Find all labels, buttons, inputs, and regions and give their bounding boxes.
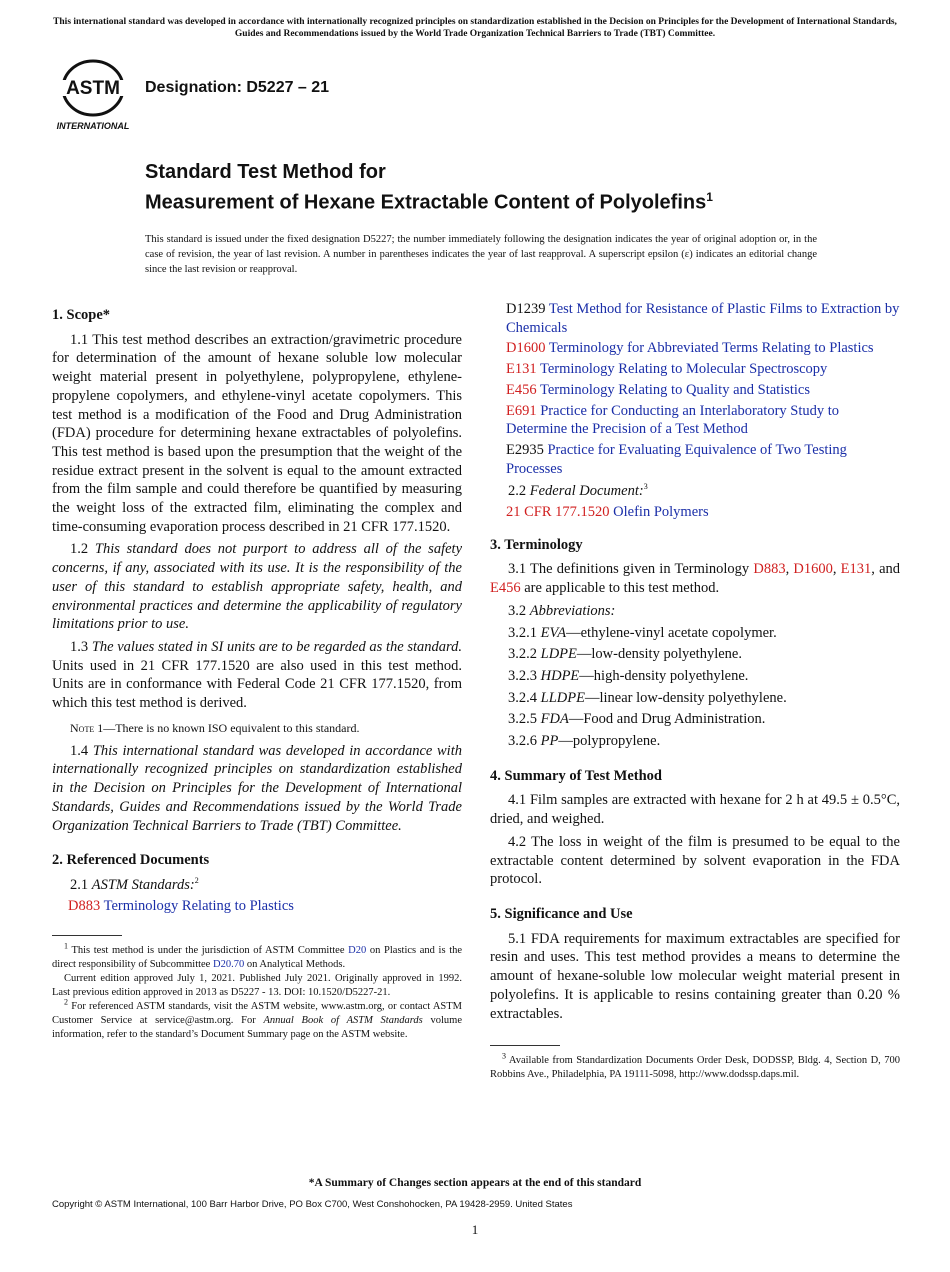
footnote-3: $^3$ Available from Standardization Documents Order Desk, DODSSP, Bldg. 4, Section D, 700 Robbins Ave., Philadelphia, PA 19111-5098, http://www.dodssp.daps.mil. [490, 1051, 900, 1081]
cfr-title-link[interactable]: Olefin Polymers [613, 504, 709, 521]
ref-title-link[interactable]: Test Method for Resistance of Plastic Films to Extraction by Chemicals [506, 301, 900, 336]
ref-code-link[interactable]: D1600 [506, 340, 546, 357]
section-3-heading: 3. Terminology [490, 536, 583, 553]
term-link-d1600[interactable]: D1600 [793, 561, 833, 578]
para-1-2: 1.2 This standard does not purport to address all of the safety concerns, if any, associated with its use. It is the responsibility of the user of this standard to establish appropriate safety, health, and environmental practices and determine the applicability of regulatory limitations prior to use. [52, 541, 463, 633]
ref-code-link: D1239 [506, 301, 546, 317]
para-1-3: 1.3 The values stated in SI units are to be regarded as the standard. Units used in 21 CFR 177.1520 are also used in this test method. Units are in conformance with Federal Code 21 CFR 177.1520, from which this test method is derived. [52, 638, 462, 712]
ref-title-link[interactable]: Terminology Relating to Molecular Spectroscopy [539, 361, 828, 378]
logo-caption: INTERNATIONAL [56, 121, 130, 131]
designation: Designation: D5227 – 21 [145, 79, 330, 96]
ref-code-link[interactable]: E456 [506, 381, 537, 398]
abbreviation-item: 3.2.1 EVA—ethylene-vinyl acetate copolymer. [508, 624, 777, 641]
astm-logo-mark [52, 58, 134, 132]
section-1-heading: 1. Scope* [52, 307, 110, 323]
ref-title-link[interactable]: Practice for Conducting an Interlaboratory Study to Determine the Precision of a Test Method [506, 402, 840, 438]
para-2-1: 2.1 ASTM Standards:$^2$ [70, 876, 199, 893]
section-4-heading: 4. Summary of Test Method [490, 767, 662, 784]
right-column [490, 300, 900, 1082]
ref-item [490, 300, 900, 337]
para-1-1: 1.1 This test method describes an extraction/gravimetric procedure for determination of the amount of hexane soluble low molecular weight material present in polyethylene, polypropylene, ethylene-propylene copolymers, and ethylene-vinyl acetate copolymers. This test method is a modification of the Food and Drug Administration (FDA) procedure for determining hexane extractables of polyolefins. This test method is based upon the presumption that the weight of the residue extract present in the solvent is equal to the amount extracted from the film sample and could therefore be quantified by measuring the weight loss of the extracted film, eliminating the complex and time-consuming evaporation process described in 21 CFR 177.1520. [52, 331, 462, 535]
fn1-subcommittee-link[interactable]: D20.70 [212, 959, 245, 971]
ref-cfr [490, 503, 900, 522]
ref-code-link[interactable]: E131 [506, 361, 537, 378]
ref-item [490, 360, 900, 379]
footnote-rule-right [490, 1045, 560, 1046]
astm-logo [52, 58, 134, 132]
section-2-heading: 2. Referenced Documents [52, 852, 210, 869]
ref-item [490, 441, 900, 478]
footnotes-left [52, 941, 463, 1042]
ref-item [490, 339, 900, 358]
para-3-2: 3.2 Abbreviations: [508, 602, 616, 619]
ref-code-link: E2935 [506, 441, 544, 458]
ref-item [490, 381, 900, 400]
footnote-2: $^2$ For referenced ASTM standards, visit the ASTM website, www.astm.org, or contact ASTM Customer Service at service@astm.org. For Annual Book of ASTM Standards volume information, refer to the standard’s Document Summary page on the ASTM website. [52, 997, 463, 1041]
copyright: Copyright © ASTM International, 100 Barr Harbor Drive, PO Box C700, West Conshohocken, PA 19428-2959. United States [52, 1199, 573, 1210]
abbreviations-list [490, 624, 900, 751]
abbreviation-item: 3.2.5 FDA—Food and Drug Administration. [508, 711, 766, 728]
ref-item [490, 402, 900, 439]
title-line-1: Standard Test Method for [145, 161, 386, 183]
para-3-1: 3.1 The definitions given in Terminology D883, D1600, E131, and E456 are applicable to this test method. [490, 561, 901, 597]
term-link-e131[interactable]: E131 [840, 561, 872, 578]
para-4-2: 4.2 The loss in weight of the film is presumed to be equal to the extractable content determined by solvent evaporation in the FDA protocol. [490, 833, 900, 888]
ref-d883-link[interactable]: D883 [68, 897, 101, 914]
footnote-1: $^1$ This test method is under the jurisdiction of ASTM Committee D20 on Plastics and is the direct responsibility of Subcommittee D20.70 on Analytical Methods. [52, 941, 463, 971]
note-1: Note 1—There is no known ISO equivalent to this standard. [70, 720, 360, 735]
abbreviation-item: 3.2.3 HDPE—high-density polyethylene. [508, 667, 749, 684]
page-number: 1 [471, 1222, 479, 1237]
title-line-2: Measurement of Hexane Extractable Content of Polyolefins$^1$ [145, 190, 713, 214]
term-link-d883[interactable]: D883 [753, 561, 786, 578]
abbreviation-item: 3.2.2 LDPE—low-density polyethylene. [508, 646, 742, 663]
summary-of-changes-notice: *A Summary of Changes section appears at the end of this standard [308, 1177, 642, 1189]
para-1-4: 1.4 This international standard was developed in accordance with internationally recognized principles on standardization established in the Decision on Principles for the Development of International Standards, Guides and Recommendations issued by the World Trade Organization Technical Barriers to Trade (TBT) Committee. [52, 742, 462, 834]
section-5-heading: 5. Significance and Use [490, 905, 633, 922]
ref-d883 [52, 897, 462, 916]
abbreviation-item: 3.2.6 PP—polypropylene. [508, 733, 661, 750]
footnote-1-edition: Current edition approved July 1, 2021. Published July 2021. Originally approved in 1992. Last previous edition approved in 2013 as D5227 - 13. DOI: 10.1520/D5227-21. [52, 973, 462, 999]
left-column [52, 300, 462, 1042]
logo-letters: ASTM [66, 78, 120, 99]
term-link-e456[interactable]: E456 [490, 580, 521, 597]
para-5-1: 5.1 FDA requirements for maximum extractables are specified for resin and uses. This test method provides a means to determine the amount of hexane-soluble low molecular weight material present in polyolefins. It is applicable to resins containing greater than 0.20 % extractables. [490, 930, 900, 1022]
para-2-2: 2.2 Federal Document:$^3$ [508, 482, 648, 500]
page-title [145, 160, 865, 216]
ref-title-link[interactable]: Terminology Relating to Quality and Statistics [539, 381, 811, 398]
ref-d883-title-link[interactable]: Terminology Relating to Plastics [103, 897, 294, 914]
ref-title-link[interactable]: Terminology for Abbreviated Terms Relating to Plastics [548, 340, 874, 357]
wto-notice: This international standard was developed in accordance with internationally recognized principles on standardization established in the Decision on Principles for the Development of International Standards, Guides and Recommendations issued by the World Trade Organization Technical Barriers to Trade (TBT) Committee. [53, 17, 897, 39]
issuance-statement: This standard is issued under the fixed designation D5227; the number immediately following the designation indicates the year of original adoption or, in the case of revision, the year of last revision. A number in parentheses indicates the year of last reapproval. A superscript epsilon (ε) indicates an editorial change since the last revision or reapproval. [145, 234, 817, 275]
footnote-rule-left [52, 935, 122, 936]
footnotes-right [490, 1051, 900, 1082]
ref-code-link[interactable]: E691 [506, 402, 537, 419]
abbreviation-item: 3.2.4 LLDPE—linear low-density polyethylene. [508, 689, 787, 706]
para-4-1: 4.1 Film samples are extracted with hexane for 2 h at 49.5 ± 0.5°C, dried, and weighed. [490, 792, 900, 828]
referenced-documents-list [490, 300, 900, 478]
cfr-code-link[interactable]: 21 CFR 177.1520 [506, 504, 610, 521]
fn1-committee-link[interactable]: D20 [348, 945, 367, 957]
ref-title-link[interactable]: Practice for Evaluating Equivalence of Two Testing Processes [506, 441, 847, 477]
